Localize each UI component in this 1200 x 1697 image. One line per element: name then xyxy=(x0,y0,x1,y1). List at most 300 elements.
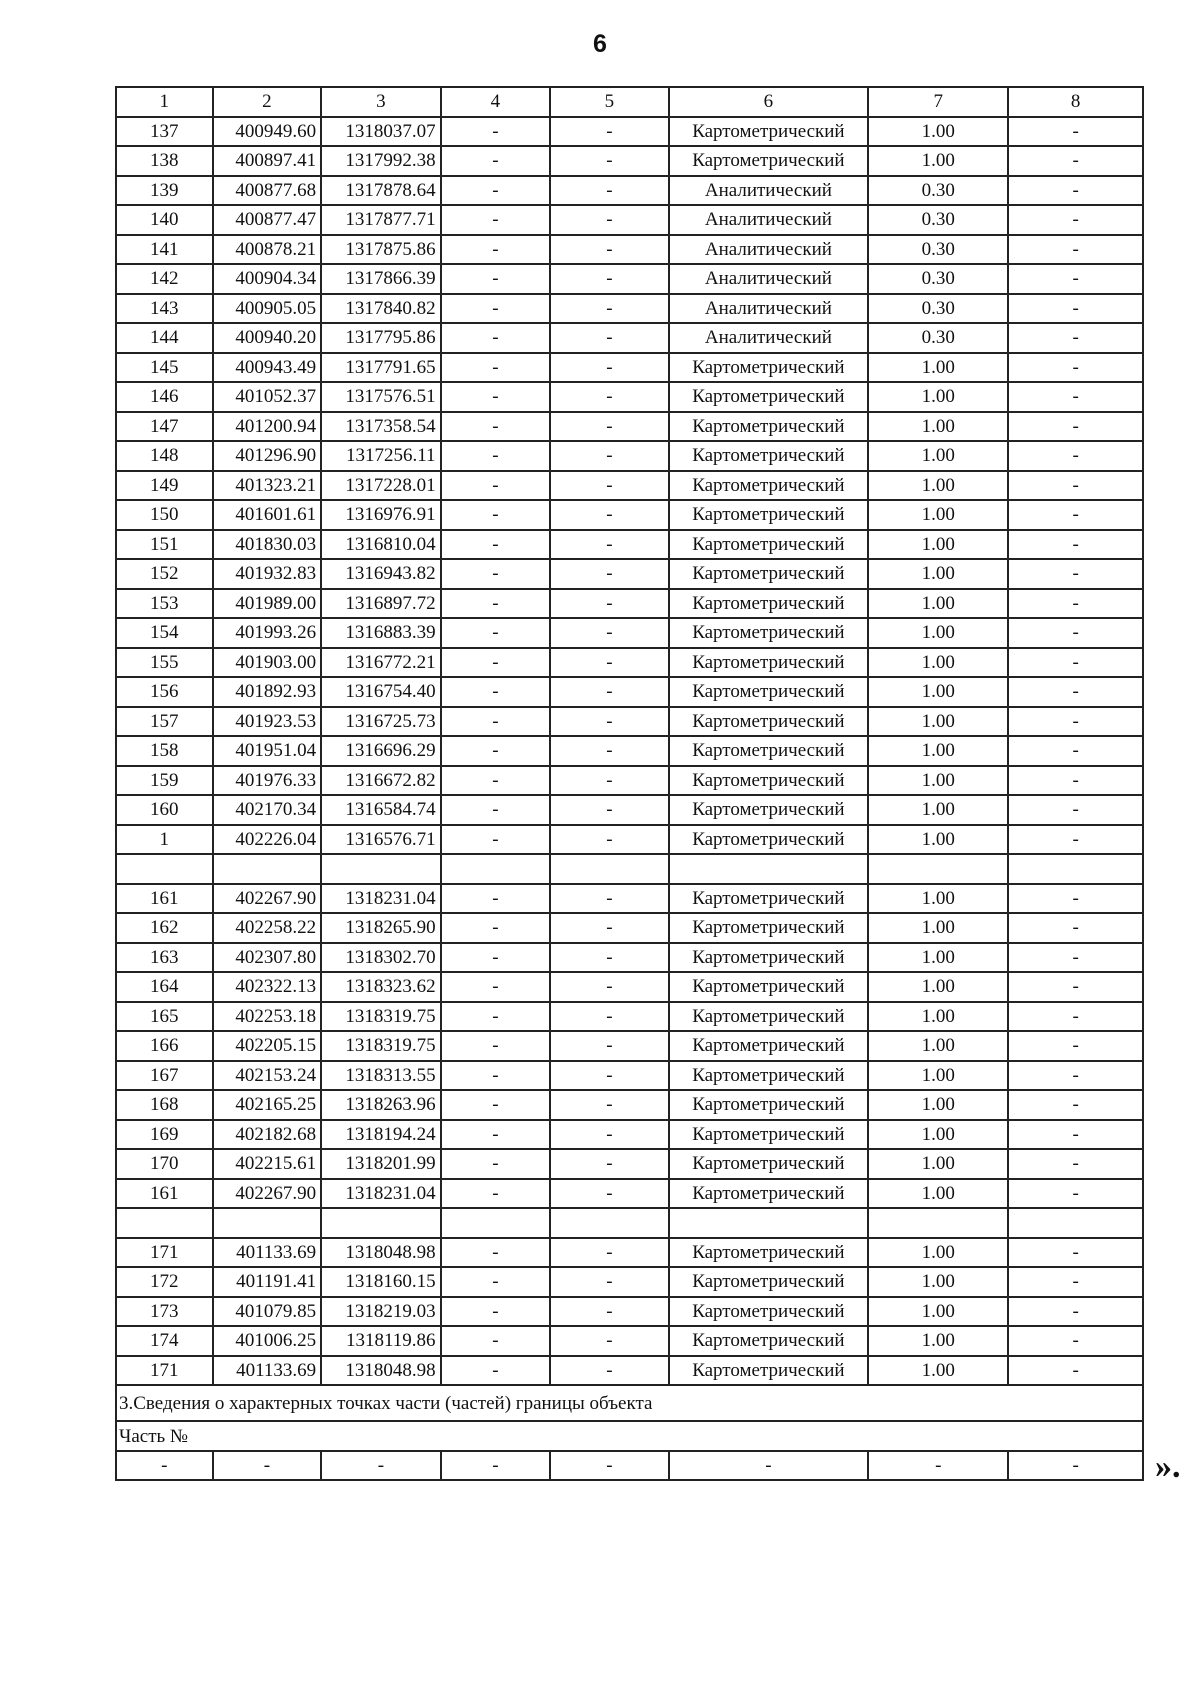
column-header: 3 xyxy=(321,87,440,117)
col5-cell: - xyxy=(550,677,668,707)
part-value-cell: - xyxy=(321,1451,440,1480)
point-number-cell: 146 xyxy=(116,382,213,412)
accuracy-cell: 1.00 xyxy=(868,146,1008,176)
table-row xyxy=(116,1356,1143,1386)
method-cell: Картометрический xyxy=(669,441,869,471)
table-row xyxy=(116,294,1143,324)
method-cell: Картометрический xyxy=(669,884,869,914)
col4-cell: - xyxy=(441,1120,551,1150)
col4-cell: - xyxy=(441,677,551,707)
x-coordinate-cell: 401903.00 xyxy=(213,648,322,678)
x-coordinate-cell: 402215.61 xyxy=(213,1149,322,1179)
x-coordinate-cell: 402182.68 xyxy=(213,1120,322,1150)
accuracy-cell: 0.30 xyxy=(868,294,1008,324)
method-cell: Картометрический xyxy=(669,1149,869,1179)
col8-cell: - xyxy=(1008,559,1143,589)
method-cell: Картометрический xyxy=(669,382,869,412)
table-row xyxy=(116,559,1143,589)
part-value-cell: - xyxy=(550,1451,668,1480)
y-coordinate-cell: 1318319.75 xyxy=(321,1002,440,1032)
y-coordinate-cell: 1316897.72 xyxy=(321,589,440,619)
table-row xyxy=(116,176,1143,206)
empty-cell xyxy=(868,1208,1008,1238)
point-number-cell: 144 xyxy=(116,323,213,353)
col4-cell: - xyxy=(441,353,551,383)
column-header: 7 xyxy=(868,87,1008,117)
point-number-cell: 160 xyxy=(116,795,213,825)
point-number-cell: 141 xyxy=(116,235,213,265)
y-coordinate-cell: 1317228.01 xyxy=(321,471,440,501)
col4-cell: - xyxy=(441,1031,551,1061)
y-coordinate-cell: 1316696.29 xyxy=(321,736,440,766)
table-row xyxy=(116,618,1143,648)
accuracy-cell: 1.00 xyxy=(868,1326,1008,1356)
method-cell: Аналитический xyxy=(669,294,869,324)
accuracy-cell: 1.00 xyxy=(868,1297,1008,1327)
x-coordinate-cell: 401976.33 xyxy=(213,766,322,796)
y-coordinate-cell: 1316810.04 xyxy=(321,530,440,560)
y-coordinate-cell: 1318231.04 xyxy=(321,1179,440,1209)
method-cell: Картометрический xyxy=(669,1238,869,1268)
col8-cell: - xyxy=(1008,264,1143,294)
y-coordinate-cell: 1318323.62 xyxy=(321,972,440,1002)
col4-cell: - xyxy=(441,766,551,796)
accuracy-cell: 1.00 xyxy=(868,972,1008,1002)
y-coordinate-cell: 1316754.40 xyxy=(321,677,440,707)
x-coordinate-cell: 401200.94 xyxy=(213,412,322,442)
col4-cell: - xyxy=(441,618,551,648)
point-number-cell: 149 xyxy=(116,471,213,501)
col5-cell: - xyxy=(550,1061,668,1091)
point-number-cell: 166 xyxy=(116,1031,213,1061)
accuracy-cell: 1.00 xyxy=(868,648,1008,678)
col5-cell: - xyxy=(550,530,668,560)
col4-cell: - xyxy=(441,1061,551,1091)
col5-cell: - xyxy=(550,235,668,265)
point-number-cell: 172 xyxy=(116,1267,213,1297)
y-coordinate-cell: 1317791.65 xyxy=(321,353,440,383)
accuracy-cell: 1.00 xyxy=(868,589,1008,619)
col8-cell: - xyxy=(1008,913,1143,943)
table-header-row xyxy=(116,87,1143,117)
x-coordinate-cell: 402307.80 xyxy=(213,943,322,973)
accuracy-cell: 1.00 xyxy=(868,795,1008,825)
point-number-cell: 163 xyxy=(116,943,213,973)
table-row xyxy=(116,1326,1143,1356)
col5-cell: - xyxy=(550,471,668,501)
method-cell: Аналитический xyxy=(669,176,869,206)
col5-cell: - xyxy=(550,1356,668,1386)
point-number-cell: 174 xyxy=(116,1326,213,1356)
col5-cell: - xyxy=(550,559,668,589)
method-cell: Картометрический xyxy=(669,353,869,383)
method-cell: Картометрический xyxy=(669,1179,869,1209)
col8-cell: - xyxy=(1008,176,1143,206)
accuracy-cell: 1.00 xyxy=(868,559,1008,589)
method-cell: Картометрический xyxy=(669,943,869,973)
x-coordinate-cell: 402205.15 xyxy=(213,1031,322,1061)
point-number-cell: 164 xyxy=(116,972,213,1002)
col5-cell: - xyxy=(550,1120,668,1150)
x-coordinate-cell: 401989.00 xyxy=(213,589,322,619)
x-coordinate-cell: 401993.26 xyxy=(213,618,322,648)
method-cell: Картометрический xyxy=(669,117,869,147)
point-number-cell: 145 xyxy=(116,353,213,383)
col5-cell: - xyxy=(550,117,668,147)
col8-cell: - xyxy=(1008,500,1143,530)
method-cell: Аналитический xyxy=(669,323,869,353)
x-coordinate-cell: 400877.68 xyxy=(213,176,322,206)
table-row xyxy=(116,766,1143,796)
col4-cell: - xyxy=(441,1297,551,1327)
col8-cell: - xyxy=(1008,1090,1143,1120)
table-row xyxy=(116,382,1143,412)
table-row xyxy=(116,146,1143,176)
y-coordinate-cell: 1316883.39 xyxy=(321,618,440,648)
accuracy-cell: 0.30 xyxy=(868,205,1008,235)
accuracy-cell: 1.00 xyxy=(868,1356,1008,1386)
x-coordinate-cell: 400904.34 xyxy=(213,264,322,294)
point-number-cell: 171 xyxy=(116,1238,213,1268)
point-number-cell: 161 xyxy=(116,1179,213,1209)
method-cell: Картометрический xyxy=(669,618,869,648)
col5-cell: - xyxy=(550,353,668,383)
method-cell: Аналитический xyxy=(669,205,869,235)
col5-cell: - xyxy=(550,766,668,796)
method-cell: Картометрический xyxy=(669,589,869,619)
col5-cell: - xyxy=(550,382,668,412)
col8-cell: - xyxy=(1008,294,1143,324)
col5-cell: - xyxy=(550,1326,668,1356)
y-coordinate-cell: 1317877.71 xyxy=(321,205,440,235)
method-cell: Аналитический xyxy=(669,264,869,294)
table-row xyxy=(116,441,1143,471)
table-row xyxy=(116,825,1143,855)
accuracy-cell: 1.00 xyxy=(868,677,1008,707)
col5-cell: - xyxy=(550,589,668,619)
part-value-cell: - xyxy=(116,1451,213,1480)
col5-cell: - xyxy=(550,1297,668,1327)
method-cell: Картометрический xyxy=(669,707,869,737)
accuracy-cell: 1.00 xyxy=(868,1179,1008,1209)
y-coordinate-cell: 1317358.54 xyxy=(321,412,440,442)
table-row xyxy=(116,1267,1143,1297)
method-cell: Картометрический xyxy=(669,1120,869,1150)
accuracy-cell: 0.30 xyxy=(868,176,1008,206)
point-number-cell: 143 xyxy=(116,294,213,324)
col8-cell: - xyxy=(1008,235,1143,265)
col8-cell: - xyxy=(1008,1326,1143,1356)
table-row xyxy=(116,353,1143,383)
col5-cell: - xyxy=(550,1090,668,1120)
table-row xyxy=(116,736,1143,766)
col5-cell: - xyxy=(550,264,668,294)
x-coordinate-cell: 401923.53 xyxy=(213,707,322,737)
column-header: 4 xyxy=(441,87,551,117)
y-coordinate-cell: 1318194.24 xyxy=(321,1120,440,1150)
col5-cell: - xyxy=(550,146,668,176)
method-cell: Картометрический xyxy=(669,677,869,707)
col8-cell: - xyxy=(1008,117,1143,147)
empty-cell xyxy=(213,854,322,884)
col4-cell: - xyxy=(441,146,551,176)
col4-cell: - xyxy=(441,1149,551,1179)
table-row xyxy=(116,648,1143,678)
point-number-cell: 137 xyxy=(116,117,213,147)
x-coordinate-cell: 401296.90 xyxy=(213,441,322,471)
method-cell: Картометрический xyxy=(669,913,869,943)
col8-cell: - xyxy=(1008,1031,1143,1061)
col8-cell: - xyxy=(1008,471,1143,501)
col5-cell: - xyxy=(550,884,668,914)
col5-cell: - xyxy=(550,618,668,648)
accuracy-cell: 0.30 xyxy=(868,264,1008,294)
y-coordinate-cell: 1317795.86 xyxy=(321,323,440,353)
col5-cell: - xyxy=(550,500,668,530)
x-coordinate-cell: 402267.90 xyxy=(213,1179,322,1209)
y-coordinate-cell: 1317840.82 xyxy=(321,294,440,324)
col8-cell: - xyxy=(1008,648,1143,678)
table-row xyxy=(116,1061,1143,1091)
x-coordinate-cell: 400897.41 xyxy=(213,146,322,176)
empty-cell xyxy=(669,854,869,884)
table-row xyxy=(116,117,1143,147)
table-row xyxy=(116,1297,1143,1327)
empty-cell xyxy=(321,1208,440,1238)
table-row xyxy=(116,530,1143,560)
empty-separator-row xyxy=(116,1208,1143,1238)
col8-cell: - xyxy=(1008,412,1143,442)
col5-cell: - xyxy=(550,648,668,678)
y-coordinate-cell: 1316725.73 xyxy=(321,707,440,737)
point-number-cell: 159 xyxy=(116,766,213,796)
point-number-cell: 142 xyxy=(116,264,213,294)
point-number-cell: 151 xyxy=(116,530,213,560)
table-row xyxy=(116,1031,1143,1061)
col8-cell: - xyxy=(1008,972,1143,1002)
col8-cell: - xyxy=(1008,1179,1143,1209)
col8-cell: - xyxy=(1008,825,1143,855)
y-coordinate-cell: 1316943.82 xyxy=(321,559,440,589)
x-coordinate-cell: 400940.20 xyxy=(213,323,322,353)
point-number-cell: 156 xyxy=(116,677,213,707)
col8-cell: - xyxy=(1008,530,1143,560)
col4-cell: - xyxy=(441,205,551,235)
accuracy-cell: 1.00 xyxy=(868,117,1008,147)
accuracy-cell: 1.00 xyxy=(868,1238,1008,1268)
y-coordinate-cell: 1318302.70 xyxy=(321,943,440,973)
accuracy-cell: 1.00 xyxy=(868,471,1008,501)
point-number-cell: 162 xyxy=(116,913,213,943)
column-header: 8 xyxy=(1008,87,1143,117)
col5-cell: - xyxy=(550,707,668,737)
y-coordinate-cell: 1318119.86 xyxy=(321,1326,440,1356)
method-cell: Картометрический xyxy=(669,1356,869,1386)
table-row xyxy=(116,264,1143,294)
method-cell: Картометрический xyxy=(669,1267,869,1297)
method-cell: Картометрический xyxy=(669,530,869,560)
table-body xyxy=(116,117,1143,1386)
point-number-cell: 168 xyxy=(116,1090,213,1120)
col5-cell: - xyxy=(550,1179,668,1209)
table-row xyxy=(116,913,1143,943)
x-coordinate-cell: 402267.90 xyxy=(213,884,322,914)
col4-cell: - xyxy=(441,825,551,855)
table-row xyxy=(116,972,1143,1002)
empty-cell xyxy=(441,854,551,884)
col5-cell: - xyxy=(550,323,668,353)
column-header: 6 xyxy=(669,87,869,117)
col4-cell: - xyxy=(441,707,551,737)
method-cell: Картометрический xyxy=(669,146,869,176)
col8-cell: - xyxy=(1008,795,1143,825)
y-coordinate-cell: 1318313.55 xyxy=(321,1061,440,1091)
point-number-cell: 171 xyxy=(116,1356,213,1386)
point-number-cell: 140 xyxy=(116,205,213,235)
col4-cell: - xyxy=(441,530,551,560)
empty-cell xyxy=(116,1208,213,1238)
part-value-cell: - xyxy=(669,1451,869,1480)
point-number-cell: 158 xyxy=(116,736,213,766)
x-coordinate-cell: 401951.04 xyxy=(213,736,322,766)
y-coordinate-cell: 1318037.07 xyxy=(321,117,440,147)
method-cell: Картометрический xyxy=(669,1031,869,1061)
table-row xyxy=(116,1120,1143,1150)
col4-cell: - xyxy=(441,1090,551,1120)
method-cell: Картометрический xyxy=(669,559,869,589)
col8-cell: - xyxy=(1008,1120,1143,1150)
y-coordinate-cell: 1316976.91 xyxy=(321,500,440,530)
accuracy-cell: 1.00 xyxy=(868,353,1008,383)
y-coordinate-cell: 1316576.71 xyxy=(321,825,440,855)
x-coordinate-cell: 401133.69 xyxy=(213,1238,322,1268)
empty-cell xyxy=(868,854,1008,884)
col4-cell: - xyxy=(441,500,551,530)
col5-cell: - xyxy=(550,795,668,825)
accuracy-cell: 1.00 xyxy=(868,825,1008,855)
page-number: 6 xyxy=(593,30,607,58)
part-value-cell: - xyxy=(1008,1451,1143,1480)
method-cell: Аналитический xyxy=(669,235,869,265)
x-coordinate-cell: 402165.25 xyxy=(213,1090,322,1120)
y-coordinate-cell: 1317992.38 xyxy=(321,146,440,176)
accuracy-cell: 1.00 xyxy=(868,943,1008,973)
accuracy-cell: 1.00 xyxy=(868,1090,1008,1120)
col5-cell: - xyxy=(550,943,668,973)
table-row xyxy=(116,500,1143,530)
method-cell: Картометрический xyxy=(669,825,869,855)
accuracy-cell: 1.00 xyxy=(868,382,1008,412)
col8-cell: - xyxy=(1008,146,1143,176)
method-cell: Картометрический xyxy=(669,736,869,766)
table-row xyxy=(116,1149,1143,1179)
accuracy-cell: 0.30 xyxy=(868,323,1008,353)
col4-cell: - xyxy=(441,176,551,206)
col8-cell: - xyxy=(1008,766,1143,796)
col8-cell: - xyxy=(1008,677,1143,707)
col4-cell: - xyxy=(441,441,551,471)
point-number-cell: 173 xyxy=(116,1297,213,1327)
col5-cell: - xyxy=(550,1267,668,1297)
point-number-cell: 165 xyxy=(116,1002,213,1032)
x-coordinate-cell: 400877.47 xyxy=(213,205,322,235)
accuracy-cell: 1.00 xyxy=(868,1120,1008,1150)
column-header: 2 xyxy=(213,87,322,117)
x-coordinate-cell: 400943.49 xyxy=(213,353,322,383)
col4-cell: - xyxy=(441,884,551,914)
x-coordinate-cell: 401830.03 xyxy=(213,530,322,560)
table-row xyxy=(116,235,1143,265)
x-coordinate-cell: 402322.13 xyxy=(213,972,322,1002)
col4-cell: - xyxy=(441,117,551,147)
col4-cell: - xyxy=(441,648,551,678)
point-number-cell: 155 xyxy=(116,648,213,678)
col8-cell: - xyxy=(1008,382,1143,412)
table-row xyxy=(116,1090,1143,1120)
x-coordinate-cell: 402226.04 xyxy=(213,825,322,855)
accuracy-cell: 1.00 xyxy=(868,1031,1008,1061)
col8-cell: - xyxy=(1008,441,1143,471)
part-value-cell: - xyxy=(868,1451,1008,1480)
accuracy-cell: 1.00 xyxy=(868,707,1008,737)
x-coordinate-cell: 402153.24 xyxy=(213,1061,322,1091)
col8-cell: - xyxy=(1008,353,1143,383)
empty-cell xyxy=(441,1208,551,1238)
y-coordinate-cell: 1318048.98 xyxy=(321,1238,440,1268)
col4-cell: - xyxy=(441,382,551,412)
x-coordinate-cell: 400878.21 xyxy=(213,235,322,265)
table-row xyxy=(116,1002,1143,1032)
method-cell: Картометрический xyxy=(669,1061,869,1091)
col5-cell: - xyxy=(550,412,668,442)
empty-separator-row xyxy=(116,854,1143,884)
y-coordinate-cell: 1317875.86 xyxy=(321,235,440,265)
col5-cell: - xyxy=(550,1238,668,1268)
table-row xyxy=(116,323,1143,353)
col5-cell: - xyxy=(550,1149,668,1179)
point-number-cell: 167 xyxy=(116,1061,213,1091)
table-row xyxy=(116,707,1143,737)
part-value-cell: - xyxy=(213,1451,322,1480)
col5-cell: - xyxy=(550,736,668,766)
col8-cell: - xyxy=(1008,884,1143,914)
col8-cell: - xyxy=(1008,323,1143,353)
col8-cell: - xyxy=(1008,1149,1143,1179)
point-number-cell: 147 xyxy=(116,412,213,442)
method-cell: Картометрический xyxy=(669,795,869,825)
col5-cell: - xyxy=(550,176,668,206)
empty-cell xyxy=(116,854,213,884)
point-number-cell: 150 xyxy=(116,500,213,530)
method-cell: Картометрический xyxy=(669,471,869,501)
col8-cell: - xyxy=(1008,1238,1143,1268)
y-coordinate-cell: 1318319.75 xyxy=(321,1031,440,1061)
x-coordinate-cell: 400949.60 xyxy=(213,117,322,147)
col5-cell: - xyxy=(550,1031,668,1061)
col4-cell: - xyxy=(441,264,551,294)
accuracy-cell: 1.00 xyxy=(868,1149,1008,1179)
part-value-cell: - xyxy=(441,1451,551,1480)
method-cell: Картометрический xyxy=(669,972,869,1002)
col8-cell: - xyxy=(1008,1002,1143,1032)
point-number-cell: 157 xyxy=(116,707,213,737)
method-cell: Картометрический xyxy=(669,1297,869,1327)
table-row xyxy=(116,884,1143,914)
x-coordinate-cell: 401079.85 xyxy=(213,1297,322,1327)
col4-cell: - xyxy=(441,943,551,973)
x-coordinate-cell: 401601.61 xyxy=(213,500,322,530)
accuracy-cell: 1.00 xyxy=(868,500,1008,530)
